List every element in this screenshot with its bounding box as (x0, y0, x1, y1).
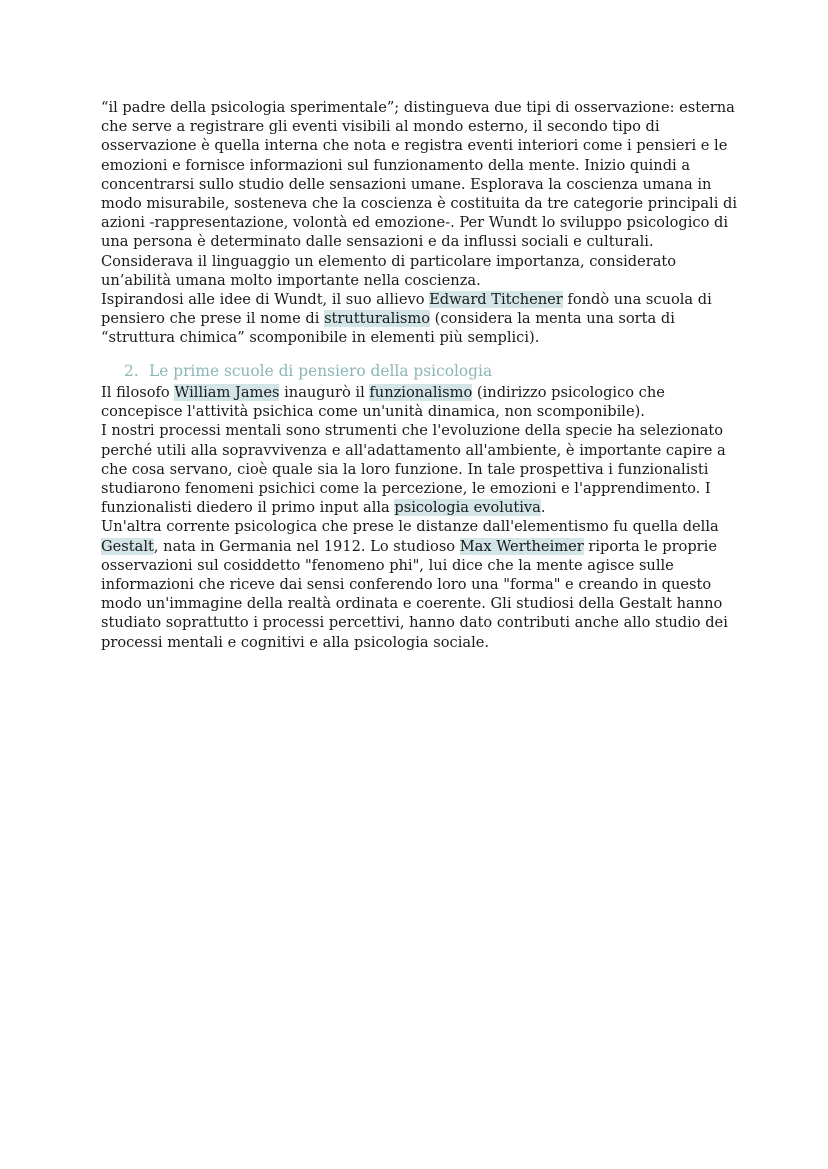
paragraph-text: fondò una scuola di pensiero che prese il nome di (101, 291, 712, 328)
section-heading-title: Le prime scuole di pensiero della psicologia (149, 362, 493, 380)
paragraph-gestalt (101, 517, 741, 651)
highlight-psicologia-evolutiva: psicologia evolutiva (394, 499, 541, 517)
highlight-william-james: William James (174, 384, 280, 401)
highlight-gestalt: Gestalt (101, 537, 154, 555)
section-two-body (101, 383, 741, 652)
paragraph-wundt (101, 98, 741, 290)
paragraph-text: . (540, 499, 546, 517)
paragraph-text: “il padre della psicologia sperimentale”; distingueva due tipi di osservazione: esterna che serve a registrare gli eventi visibili al mondo esterno, il secondo tipo di osservazione è quella interna che nota e registra eventi interiori come i pensieri e le emozioni e fornisce informazioni sul funzionamento della mente. Inizio quindi a concentrarsi sullo studio delle sensazioni umane. Esplorava la coscienza umana in modo misurabile, sosteneva che la coscienza è costituita da tre categorie principali di azioni -rappresentazione, volontà ed emozione-. Per Wundt lo sviluppo psicologico di una persona è determinato dalle sensazioni e da influssi sociali e culturali. Considerava il linguaggio un elemento di particolare importanza, considerato un’abilità umana molto importante nella coscienza. (101, 99, 738, 289)
section-heading (124, 360, 744, 382)
highlight-max-wertheimer: Max Wertheimer (459, 537, 584, 555)
section-one-body (101, 98, 741, 348)
paragraph-text: riporta le proprie osservazioni sul cosiddetto "fenomeno phi", lui dice che la mente agisce sulle informazioni che riceve dai sensi conferendo loro una "forma" e creando in questo modo un'immagine della realtà ordinata e coerente. Gli studiosi della Gestalt hanno studiato soprattutto i processi percettivi, hanno dato contributi anche allo studio dei processi mentali e cognitivi e alla psicologia sociale. (101, 537, 728, 651)
paragraph-text: Ispirandosi alle idee di Wundt, il suo allievo (101, 291, 430, 309)
paragraph-text: I nostri processi mentali sono strumenti che l'evoluzione della specie ha selezionato perché utili alla sopravvivenza e all'adattamento all'ambiente, è importante capire a che cosa servano, cioè quale sia la loro funzione. In tale prospettiva i funzionalisti studiarono fenomeni psichici come la percezione, le emozioni e l'apprendimento. I funzionalisti diedero il primo input alla (101, 422, 726, 517)
highlight-edward-titchener: Edward Titchener (429, 291, 563, 309)
paragraph-text: (indirizzo psicologico che concepisce l'attività psichica come un'unità dinamica, non scomponibile). (101, 384, 665, 421)
paragraph-processi-mentali (101, 421, 741, 517)
highlight-strutturalismo: strutturalismo (324, 310, 431, 328)
section-heading-number: 2. (124, 362, 139, 380)
paragraph-funzionalismo (101, 383, 741, 421)
highlight-funzionalismo: funzionalismo (369, 384, 473, 401)
paragraph-text: Il filosofo (101, 384, 175, 401)
paragraph-text: , nata in Germania nel 1912. Lo studioso (153, 537, 460, 555)
paragraph-text: (considera la menta una sorta di “struttura chimica” scomponibile in elementi più semplici). (101, 310, 675, 347)
paragraph-titchener (101, 290, 741, 348)
paragraph-text: inaugurò il (279, 384, 370, 401)
paragraph-text: Un'altra corrente psicologica che prese le distanze dall'elementismo fu quella della (101, 518, 719, 536)
